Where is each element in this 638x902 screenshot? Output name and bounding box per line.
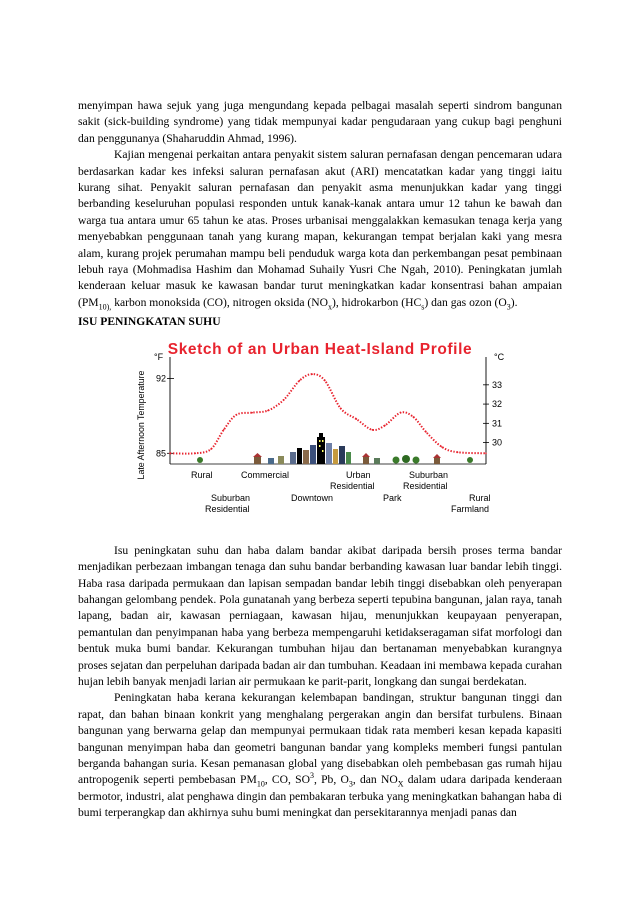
profile-point bbox=[251, 412, 253, 414]
profile-point bbox=[169, 452, 171, 454]
zone-commercial-label: Commercial bbox=[241, 469, 290, 480]
profile-point bbox=[457, 451, 459, 453]
profile-point bbox=[356, 418, 358, 420]
profile-point bbox=[194, 452, 196, 454]
zone-downtown-label: Downtown bbox=[291, 492, 334, 503]
left-tick-label: 92 bbox=[155, 373, 166, 384]
right-tick-label: 31 bbox=[492, 418, 503, 429]
section-heading: ISU PENINGKATAN SUHU bbox=[78, 315, 221, 329]
temperature-profile-line bbox=[170, 374, 486, 454]
zone-urban-residential-label: Urban bbox=[346, 469, 371, 480]
left-unit: °F bbox=[154, 351, 164, 362]
profile-point bbox=[400, 412, 402, 414]
right-tick-label: 30 bbox=[492, 437, 503, 448]
chart-title: Sketch of an Urban Heat-Island Profile bbox=[167, 340, 473, 358]
paragraph-2: Kajian mengenai perkaitan antara penyakit sistem saluran pernafasan dengan pencemaran udara berdasarkan kadar kes infeksi saluran pernafasan akut (ARI) mencatatkan kadar yang tinggi iaitu kurang sihat. Penyakit saluran pernafasan dan penyakit asma menunjukkan kadar yang tinggi berbanding keseluruhan populasi responden untuk kanak-kanak antara umur 12 tahun ke bawah dan warga tua antara umur 65 tahun ke atas. Proses urbanisai menggalakkan kemasukan tenaga kerja yang menyebabkan penggunaan tanah yang kurang mapan, kekurangan tempat berjalan kaki yang mesra alam, kurang projek perumahan mampu beli penduduk warga kota dan perkembangan pesat pembinaan lebuh raya (Mohmadisa Hashim dan Mohamad Suhaily Yusri Che Ngah, 2010). Peningkatan jumlah kenderaan keluar masuk ke kawasan bandar turut meningkatkan kadar konsentrasi bahan ampaian ($PM_{10),}$ karbon monoksida (CO), nitrogen oksida $(NO_x)$, hidrokarbon $(HC_s)$ dan gas ozon $(O_3)$. bbox=[78, 148, 562, 312]
heat-island-figure bbox=[78, 333, 562, 529]
left-tick-group bbox=[156, 373, 174, 458]
zone-suburban-label-2: Residential bbox=[205, 503, 250, 514]
profile-point bbox=[371, 429, 373, 431]
profile-point bbox=[485, 452, 487, 454]
heat-island-chart bbox=[78, 333, 562, 529]
profile-point bbox=[299, 379, 301, 381]
ylabel: Late Afternoon Temperature bbox=[136, 370, 146, 480]
profile-point bbox=[236, 414, 238, 416]
city-skyline-icon bbox=[290, 433, 351, 464]
profile-point bbox=[283, 399, 285, 401]
zone-rural-farmland-label-2: Farmland bbox=[451, 503, 490, 514]
profile-point bbox=[324, 379, 326, 381]
left-tick-label: 85 bbox=[155, 447, 166, 458]
paragraph-4: Peningkatan haba kerana kekurangan kelembapan bandingan, struktur bangunan tinggi dan rapat, dan bahan binaan konkrit yang menghalang pergerakan angin dan bersifat turbulens. Binaan bangunan yang berwarna gelap dan mempunyai permukaan tidak rata memberi kesan kepada kapasiti bangunan menyimpan haba dan geometri bangunan bandar yang kompleks memberi fungsi pantulan berganda bahangan suria. Kesan pemanasan global yang disebabkan oleh pembebasan gas rumah hijau antropogenik seperti pembebasan $PM_{10}$, CO, $SO^3$, Pb, $O_3$, dan $NO_X$ dalam udara daripada kenderaan bermotor, industri, alat penghawa dingin dan pembakaran terbuka yang meningkatkan bahangan haba di bumi terperangkap dan akhirnya suhu bumi meningkat dan persekitarannya menjadi panas dan bbox=[78, 691, 562, 820]
right-unit: °C bbox=[494, 351, 505, 362]
zone-suburban-label: Suburban bbox=[211, 492, 251, 503]
profile-point bbox=[210, 448, 212, 450]
zone-suburban-residential-label-2: Residential bbox=[403, 480, 448, 491]
profile-point bbox=[223, 429, 225, 431]
profile-point bbox=[413, 416, 415, 418]
profile-point bbox=[441, 446, 443, 448]
zone-labels-top bbox=[191, 470, 448, 491]
zone-park-label: Park bbox=[383, 492, 402, 503]
profile-point bbox=[384, 424, 386, 426]
profile-point bbox=[311, 373, 313, 375]
zone-labels-bottom bbox=[205, 493, 491, 514]
zone-rural-label: Rural bbox=[191, 469, 213, 480]
document-page bbox=[78, 98, 562, 822]
zone-urban-residential-label-2: Residential bbox=[330, 480, 375, 491]
profile-point bbox=[425, 431, 427, 433]
paragraph-1: menyimpan hawa sejuk yang juga mengundang kepada pelbagai masalah seperti sindrom bangunan sakit (sick-building syndrome) yang tidak mempunyai kadar pengudaraan yang cukup bagi penghuni dan penggunanya (Shaharuddin Ahmad, 1996). bbox=[78, 99, 562, 145]
zone-suburban-residential-label: Suburban bbox=[409, 469, 449, 480]
zone-rural-farmland-label: Rural bbox=[469, 492, 491, 503]
profile-point bbox=[267, 409, 269, 411]
right-tick-label: 33 bbox=[492, 379, 503, 390]
right-tick-label: 32 bbox=[492, 398, 503, 409]
paragraph-3: Isu peningkatan suhu dan haba dalam bandar akibat daripada bersih proses terma bandar menjadikan perbezaan imbangan tenaga dan suhu bandar berbanding kawasan luar bandar lebih tinggi. Haba rasa daripada permukaan dan lapisan sempadan bandar lebih tinggi disebabkan oleh penyerapan bahangan gelombang pendek. Pola gunatanah yang berbeza seperti tepubina bangunan, jalan raya, tanah lapang, badan air, kawasan perniagaan, kawasan hijau, menunjukkan keupayaan penyerapan, pemantulan dan penyimpanan haba yang berbeza mempengaruhi ketidakseragaman sifat morfologi dan bentuk muka bumi bandar. Kekurangan tumbuhan hijau dan bertanaman menyebabkan kurangnya proses sejatan dan perpeluhan daripada badan air dan tumbuhan. Keadaan ini membawa kepada curahan hujan lebih banyak menjadi larian air permukaan ke parit-parit, longkang dan sungai berdekatan. bbox=[78, 543, 562, 688]
profile-point bbox=[340, 407, 342, 409]
